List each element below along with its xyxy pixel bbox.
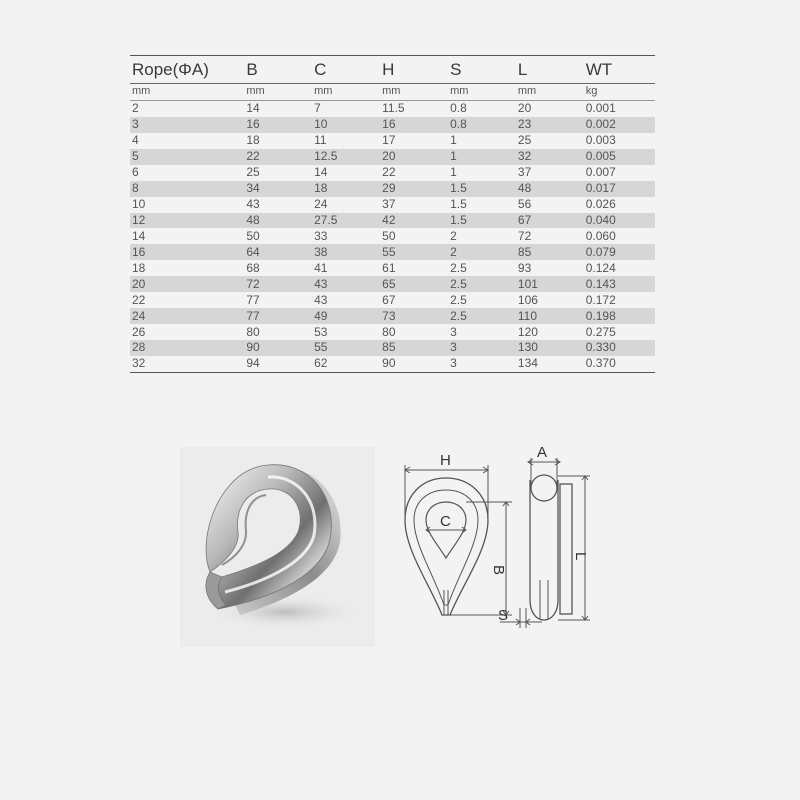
- table-cell: 77: [246, 292, 260, 307]
- table-cell: 6: [132, 165, 139, 180]
- table-cell: 11: [314, 133, 327, 148]
- table-cell: 1.5: [448, 181, 516, 197]
- table-cell: 93: [517, 260, 532, 275]
- unit-cell: mm: [130, 84, 244, 101]
- table-cell: 43: [246, 197, 260, 212]
- table-cell: 28: [130, 340, 244, 356]
- table-cell: 32: [132, 356, 146, 371]
- header-rope: Rope(ΦA): [130, 56, 244, 84]
- unit-cell: mm: [244, 84, 312, 101]
- table-cell: 67: [516, 213, 584, 229]
- table-cell: 2.5: [448, 308, 516, 324]
- table-row: [130, 181, 655, 197]
- table-cell: 0.172: [585, 292, 616, 307]
- table-cell: 3: [448, 340, 516, 356]
- table-cell: 4: [132, 133, 139, 148]
- table-cell: 22: [382, 165, 396, 180]
- table-cell: 37: [517, 165, 532, 180]
- table-cell: 64: [244, 244, 312, 260]
- dimension-drawing: [380, 440, 595, 640]
- header-row: [130, 56, 655, 84]
- table-cell: 0.017: [584, 181, 655, 197]
- table-row: [130, 213, 655, 229]
- table-cell: 3: [130, 117, 244, 133]
- table-cell: 18: [132, 260, 146, 275]
- table-cell: 26: [132, 324, 146, 339]
- table-cell: 24: [314, 197, 328, 212]
- table-cell: 61: [382, 260, 396, 275]
- table-cell: 73: [380, 308, 448, 324]
- table-row: [130, 100, 655, 116]
- table-row: [130, 228, 655, 244]
- table-cell: 8: [130, 181, 244, 197]
- unit-cell: mm: [312, 84, 380, 101]
- table-cell: 85: [516, 244, 584, 260]
- table-row: [130, 165, 655, 181]
- label-s: S: [498, 607, 509, 624]
- table-cell: 43: [314, 292, 328, 307]
- header-wt: WT: [584, 56, 655, 84]
- table-cell: 0.8: [448, 117, 516, 133]
- table-cell: 5: [130, 149, 244, 165]
- table-cell: 77: [244, 308, 312, 324]
- table-cell: 68: [246, 260, 260, 275]
- table-cell: 42: [380, 213, 448, 229]
- table-cell: 94: [246, 356, 260, 371]
- table-cell: 2: [450, 228, 457, 243]
- table-cell: 3: [450, 356, 457, 371]
- unit-row: [130, 84, 655, 101]
- table-cell: 20: [517, 101, 532, 116]
- table-cell: 3: [450, 324, 457, 339]
- table-cell: 41: [314, 260, 328, 275]
- table-cell: 14: [132, 228, 146, 243]
- table-cell: 53: [314, 324, 328, 339]
- label-a: A: [537, 444, 548, 461]
- table-row: [130, 244, 655, 260]
- thimble-dimension-diagram: [380, 440, 595, 640]
- header-b: B: [244, 56, 312, 84]
- table-cell: 62: [314, 356, 328, 371]
- thimble-outline-outer: [405, 478, 488, 615]
- table-cell: 130: [516, 340, 584, 356]
- unit-cell: mm: [516, 84, 584, 101]
- table-cell: 16: [130, 244, 244, 260]
- table-cell: 1.5: [448, 213, 516, 229]
- table-cell: 101: [516, 276, 584, 292]
- table-cell: 22: [132, 292, 146, 307]
- table-cell: 0.079: [584, 244, 655, 260]
- table-cell: 1.5: [450, 197, 467, 212]
- table-cell: 12: [130, 213, 244, 229]
- table-cell: 0.005: [584, 149, 655, 165]
- table-cell: 72: [244, 276, 312, 292]
- table-cell: 10: [132, 197, 146, 212]
- table-cell: 0.026: [585, 197, 616, 212]
- table-cell: 2: [132, 101, 139, 116]
- table-row: [130, 276, 655, 292]
- table-cell: 0.124: [585, 260, 616, 275]
- table-cell: 0.001: [585, 101, 616, 116]
- table-cell: 2.5: [448, 276, 516, 292]
- label-h: H: [440, 452, 451, 469]
- table-cell: 16: [380, 117, 448, 133]
- header-c: C: [312, 56, 380, 84]
- table-cell: 11.5: [382, 101, 405, 116]
- table-cell: 90: [382, 356, 396, 371]
- table-cell: 48: [516, 181, 584, 197]
- table-cell: 10: [312, 117, 380, 133]
- table-cell: 16: [244, 117, 312, 133]
- table-cell: 90: [244, 340, 312, 356]
- table-cell: 1: [450, 165, 457, 180]
- table-row: [130, 260, 655, 276]
- table-row: [130, 133, 655, 149]
- table-cell: 17: [382, 133, 396, 148]
- table-cell: 25: [517, 133, 532, 148]
- table-cell: 12.5: [312, 149, 380, 165]
- product-photo: [180, 447, 375, 647]
- table-cell: 67: [382, 292, 396, 307]
- table-cell: 25: [246, 165, 260, 180]
- table-row: [130, 356, 655, 372]
- table-cell: 106: [517, 292, 538, 307]
- header-l: L: [516, 56, 584, 84]
- unit-cell: kg: [584, 84, 655, 101]
- table-cell: 18: [312, 181, 380, 197]
- table-cell: 27.5: [312, 213, 380, 229]
- table-cell: 0.060: [585, 228, 616, 243]
- table-row: [130, 197, 655, 213]
- label-b: B: [490, 565, 507, 576]
- label-c: C: [440, 513, 451, 530]
- table-cell: 48: [244, 213, 312, 229]
- table-cell: 80: [246, 324, 260, 339]
- table-cell: 120: [517, 324, 538, 339]
- table-cell: 0.003: [585, 133, 616, 148]
- table-cell: 0.007: [585, 165, 616, 180]
- table-cell: 65: [380, 276, 448, 292]
- table-cell: 2.5: [450, 260, 467, 275]
- table-cell: 0.370: [585, 356, 616, 371]
- table-cell: 80: [382, 324, 396, 339]
- table-cell: 38: [312, 244, 380, 260]
- table-row: [130, 149, 655, 165]
- table-cell: 50: [246, 228, 260, 243]
- table-cell: 37: [382, 197, 396, 212]
- table-cell: 2: [448, 244, 516, 260]
- flange-profile: [560, 484, 572, 614]
- table-cell: 55: [312, 340, 380, 356]
- table-cell: 134: [517, 356, 538, 371]
- table-cell: 0.002: [584, 117, 655, 133]
- table-cell: 2.5: [450, 292, 467, 307]
- table-body: [130, 84, 655, 373]
- table-cell: 32: [516, 149, 584, 165]
- table-row: [130, 340, 655, 356]
- unit-cell: mm: [448, 84, 516, 101]
- table-cell: 1: [450, 133, 457, 148]
- table-cell: 23: [516, 117, 584, 133]
- table-cell: 20: [130, 276, 244, 292]
- label-l: L: [572, 552, 589, 561]
- table-cell: 14: [246, 101, 260, 116]
- table-cell: 14: [314, 165, 328, 180]
- table-row: [130, 308, 655, 324]
- table-cell: 7: [314, 101, 321, 116]
- table-row: [130, 117, 655, 133]
- table-cell: 56: [517, 197, 532, 212]
- table-cell: 34: [244, 181, 312, 197]
- table-cell: 22: [244, 149, 312, 165]
- header-s: S: [448, 56, 516, 84]
- table-cell: 110: [516, 308, 584, 324]
- table-row: [130, 292, 655, 308]
- table-cell: 18: [246, 133, 260, 148]
- spec-table: [130, 55, 655, 373]
- table-cell: 24: [130, 308, 244, 324]
- table-cell: 43: [312, 276, 380, 292]
- unit-cell: mm: [380, 84, 448, 101]
- table-cell: 0.040: [584, 213, 655, 229]
- table-cell: 0.198: [584, 308, 655, 324]
- table-cell: 55: [380, 244, 448, 260]
- table-cell: 33: [314, 228, 328, 243]
- table-cell: 1: [448, 149, 516, 165]
- table-cell: 49: [312, 308, 380, 324]
- header-h: H: [380, 56, 448, 84]
- thimble-outline-mid: [414, 490, 478, 605]
- rope-circle: [531, 475, 557, 501]
- table-cell: 20: [380, 149, 448, 165]
- table-cell: 85: [380, 340, 448, 356]
- table-cell: 0.275: [585, 324, 616, 339]
- table-cell: 0.143: [584, 276, 655, 292]
- table-cell: 29: [380, 181, 448, 197]
- table-cell: 0.330: [584, 340, 655, 356]
- table-row: [130, 324, 655, 340]
- table-cell: 0.8: [450, 101, 467, 116]
- thimble-photo-image: [180, 447, 375, 647]
- table-cell: 50: [382, 228, 396, 243]
- table-cell: 72: [517, 228, 532, 243]
